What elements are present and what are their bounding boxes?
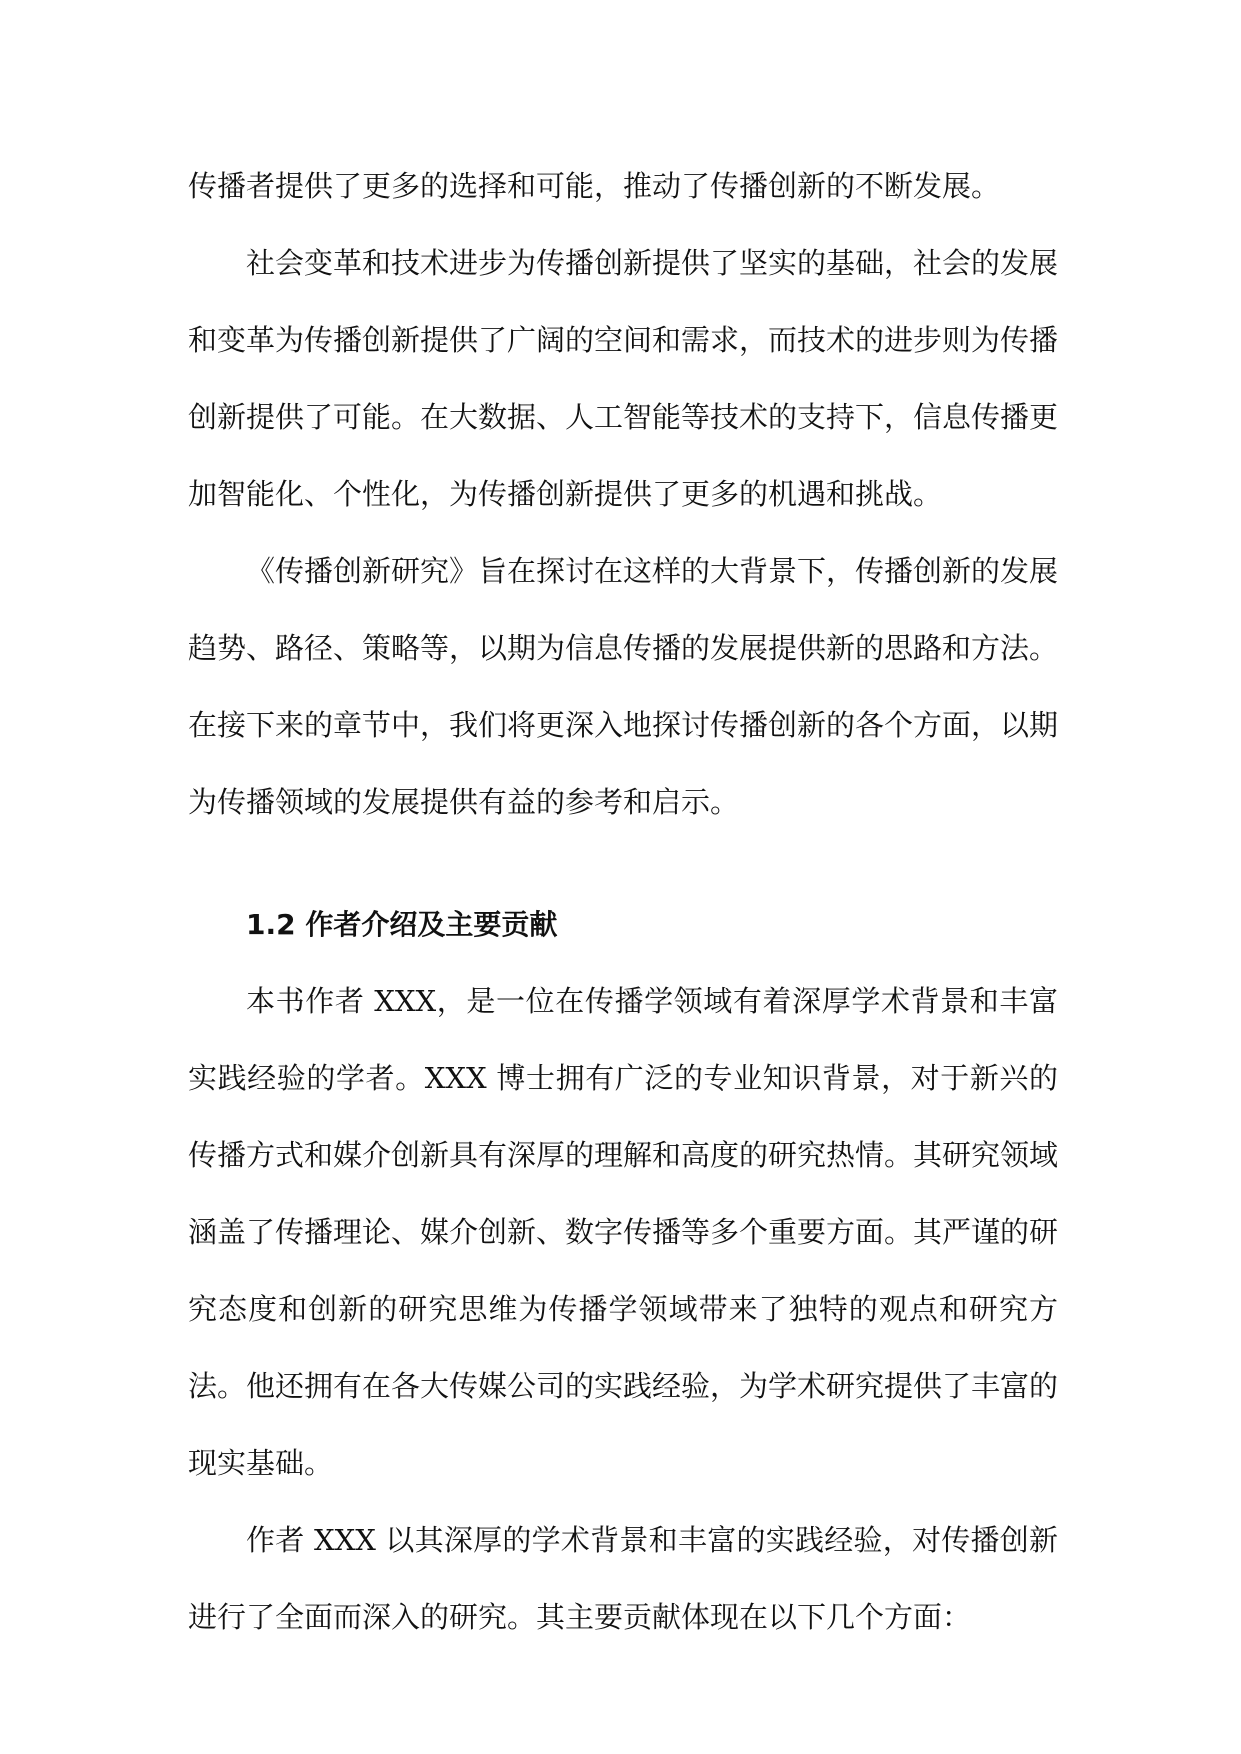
paragraph-author-contributions: 作者 XXX 以其深厚的学术背景和丰富的实践经验，对传播创新进行了全面而深入的研究。其主要贡献体现在以下几个方面： (188, 1523, 1058, 1634)
paragraph-continuation: 传播者提供了更多的选择和可能，推动了传播创新的不断发展。 (188, 169, 1001, 203)
paragraph-author-intro: 本书作者 XXX，是一位在传播学领域有着深厚学术背景和丰富实践经验的学者。XXX 博士拥有广泛的专业知识背景，对于新兴的传播方式和媒介创新具有深厚的理解和高度的研究热情。其研究领域涵盖了传播理论、媒介创新、数字传播等多个重要方面。其严谨的研究态度和创新的研究思维为传播学领域带来了独特的观点和研究方法。他还拥有在各大传媒公司的实践经验，为学术研究提供了丰富的现实基础。 (188, 984, 1059, 1480)
paragraph-book-purpose: 《传播创新研究》旨在探讨在这样的大背景下，传播创新的发展趋势、路径、策略等，以期为信息传播的发展提供新的思路和方法。在接下来的章节中，我们将更深入地探讨传播创新的各个方面，以期为传播领域的发展提供有益的参考和启示。 (188, 554, 1059, 819)
section-heading: 1.2 作者介绍及主要贡献 (246, 908, 558, 941)
document-body (188, 148, 1058, 1656)
paragraph-social-change: 社会变革和技术进步为传播创新提供了坚实的基础，社会的发展和变革为传播创新提供了广阔的空间和需求，而技术的进步则为传播创新提供了可能。在大数据、人工智能等技术的支持下，信息传播更加智能化、个性化，为传播创新提供了更多的机遇和挑战。 (188, 246, 1059, 511)
